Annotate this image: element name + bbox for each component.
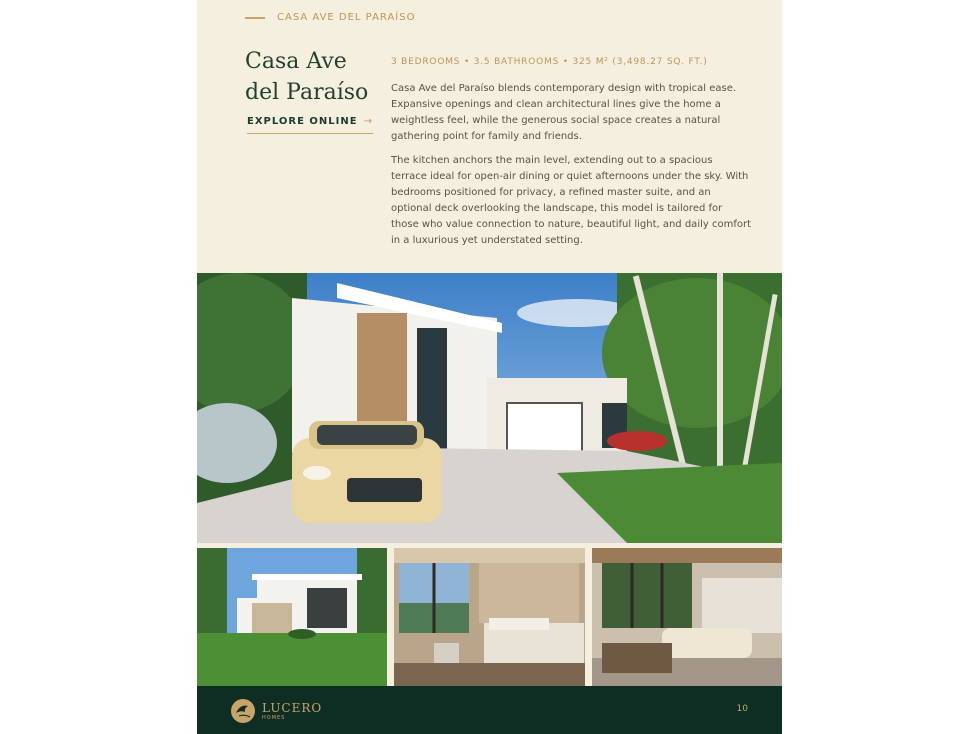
explore-online-link[interactable] — [247, 116, 373, 134]
arrow-right-icon: → — [363, 116, 373, 127]
eyebrow — [245, 12, 415, 23]
brand-name: LUCERO — [262, 700, 323, 715]
hero-exterior-image — [197, 273, 782, 543]
eyebrow-text: CASA AVE DEL PARAÍSO — [277, 12, 416, 23]
title-line-1: Casa Ave — [245, 49, 347, 74]
brand-subtitle: HOMES — [262, 714, 286, 721]
explore-online-label: EXPLORE ONLINE — [247, 116, 358, 127]
thumbnail-exterior-lawn — [197, 548, 387, 686]
property-specs: 3 BEDROOMS • 3.5 BATHROOMS • 325 M² (3,498.27 SQ. FT.) — [391, 57, 708, 67]
page-number: 10 — [736, 704, 748, 714]
description — [391, 81, 751, 257]
description-paragraph-1: Casa Ave del Paraíso blends contemporary design with tropical ease. Expansive openings and clean architectural lines give the home a weightless feel, while the generous social space creates a natural gathering point for family and friends. — [391, 83, 737, 142]
page-title — [245, 46, 385, 108]
thumbnail-bedroom — [394, 548, 585, 686]
footer — [197, 686, 782, 734]
bird-logo-icon — [230, 698, 256, 724]
title-line-2: del Paraíso — [245, 80, 369, 105]
thumbnail-living-room — [592, 548, 782, 686]
brand-logo — [230, 698, 322, 724]
eyebrow-rule — [245, 17, 265, 19]
brochure-page — [197, 0, 782, 734]
description-paragraph-2: The kitchen anchors the main level, extending out to a spacious terrace ideal for open-air dining or quiet afternoons under the sky. With bedrooms positioned for privacy, a refined master suite, and an optional deck overlooking the landscape, this model is tailored for those who value connection to nature, beautiful light, and daily comfort in a luxurious yet understated setting. — [391, 155, 751, 246]
